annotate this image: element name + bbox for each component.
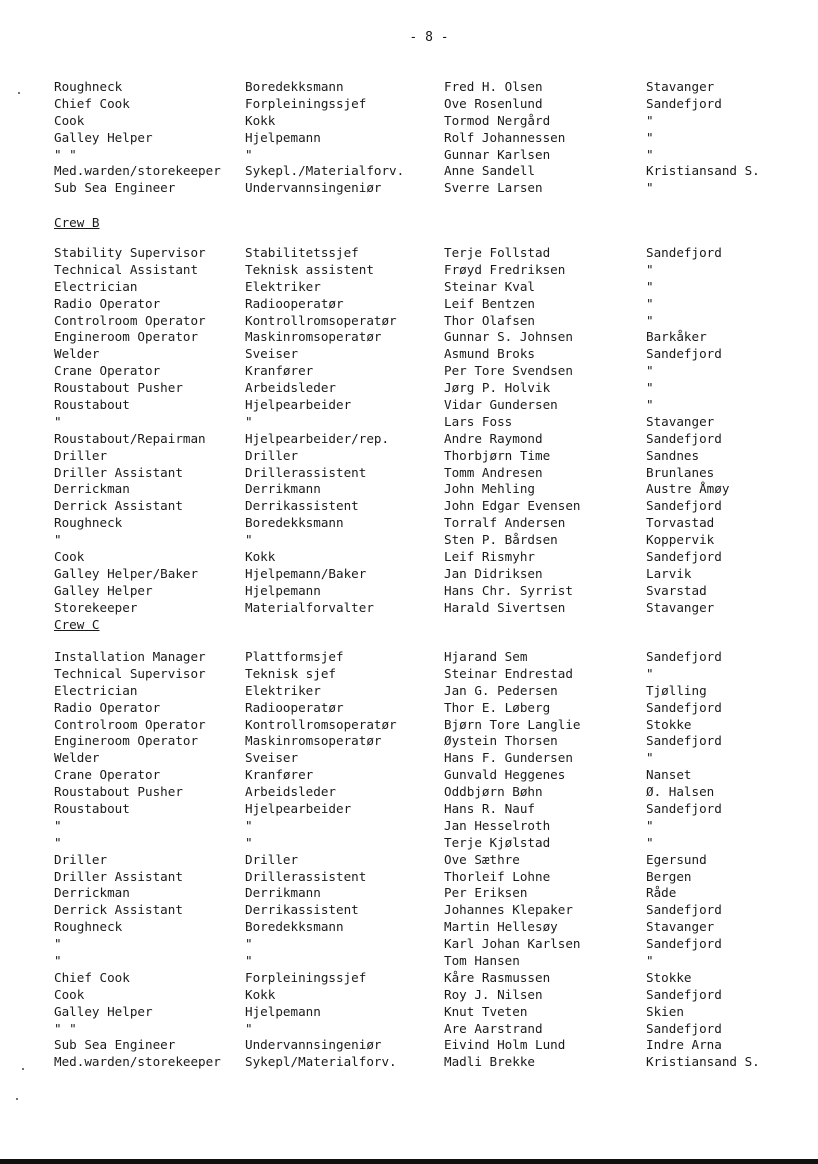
position-en: ": [54, 834, 62, 850]
position-no: Radiooperatør: [245, 295, 344, 311]
position-no: Drillerassistent: [245, 464, 367, 480]
table-row: [54, 497, 794, 514]
table-row: [54, 1053, 794, 1070]
person-name: Roy J. Nilsen: [444, 986, 543, 1002]
table-row: [54, 278, 794, 295]
home-town: ": [646, 363, 654, 379]
home-town: Sandefjord: [646, 549, 722, 565]
person-name: Sverre Larsen: [444, 180, 543, 196]
position-en: Driller: [54, 447, 108, 463]
position-en: ": [54, 953, 62, 969]
person-name: John Mehling: [444, 481, 535, 497]
position-en: Derrick Assistant: [54, 498, 183, 514]
position-no: Driller: [245, 447, 299, 463]
position-no: Kokk: [245, 112, 276, 128]
home-town: Sandefjord: [646, 1020, 722, 1036]
position-no: Kontrollromsoperatør: [245, 716, 397, 732]
table-row: [54, 749, 794, 766]
position-en: Radio Operator: [54, 295, 161, 311]
position-no: ": [245, 532, 253, 548]
table-row: [54, 682, 794, 699]
position-en: Chief Cook: [54, 969, 130, 985]
table-row: [54, 582, 794, 599]
table-row: [54, 179, 794, 196]
home-town: Sandefjord: [646, 346, 722, 362]
home-town: Brunlanes: [646, 464, 715, 480]
position-no: Derrikassistent: [245, 902, 359, 918]
position-no: Forpleiningssjef: [245, 95, 367, 111]
table-row: [54, 783, 794, 800]
person-name: Fred H. Olsen: [444, 79, 543, 94]
person-name: Are Aarstrand: [444, 1020, 543, 1036]
position-no: Hjelpearbeider: [245, 397, 352, 413]
table-row: [54, 362, 794, 379]
position-no: ": [245, 953, 253, 969]
home-town: Råde: [646, 885, 677, 901]
home-town: Sandefjord: [646, 733, 722, 749]
home-town: Bergen: [646, 868, 692, 884]
person-name: Tormod Nergård: [444, 112, 551, 128]
home-town: Kristiansand S.: [646, 163, 760, 179]
home-town: ": [646, 665, 654, 681]
table-row: [54, 146, 794, 163]
home-town: Sandefjord: [646, 699, 722, 715]
position-en: Installation Manager: [54, 649, 206, 664]
position-en: Welder: [54, 346, 100, 362]
position-no: Undervannsingeniør: [245, 1037, 382, 1053]
position-no: Stabilitetssjef: [245, 245, 359, 260]
home-town: ": [646, 146, 654, 162]
position-no: Hjelpearbeider/rep.: [245, 430, 390, 446]
home-town: Stavanger: [646, 919, 715, 935]
crew-a-table: [54, 78, 794, 196]
position-en: Engineroom Operator: [54, 329, 199, 345]
position-no: Kontrollromsoperatør: [245, 312, 397, 328]
position-en: Med.warden/storekeeper: [54, 163, 221, 179]
position-en: Controlroom Operator: [54, 312, 206, 328]
home-town: ": [646, 180, 654, 196]
position-en: Galley Helper: [54, 582, 153, 598]
person-name: Torralf Andersen: [444, 515, 566, 531]
position-en: Engineroom Operator: [54, 733, 199, 749]
table-row: [54, 935, 794, 952]
position-no: Maskinromsoperatør: [245, 329, 382, 345]
home-town: Sandefjord: [646, 245, 722, 260]
position-en: Sub Sea Engineer: [54, 180, 176, 196]
home-town: ": [646, 750, 654, 766]
scan-mark: [22, 1068, 24, 1070]
table-row: [54, 901, 794, 918]
home-town: ": [646, 295, 654, 311]
home-town: Sandefjord: [646, 430, 722, 446]
person-name: Gunnar S. Johnsen: [444, 329, 573, 345]
person-name: Jørg P. Holvik: [444, 380, 551, 396]
position-en: " ": [54, 1020, 77, 1036]
position-no: Sveiser: [245, 346, 299, 362]
position-no: Kranfører: [245, 767, 314, 783]
table-row: [54, 766, 794, 783]
position-no: Arbeidsleder: [245, 784, 336, 800]
table-row: [54, 1003, 794, 1020]
position-no: Elektriker: [245, 278, 321, 294]
table-row: [54, 112, 794, 129]
person-name: Martin Hellesøy: [444, 919, 558, 935]
position-no: Boredekksmann: [245, 919, 344, 935]
position-no: ": [245, 1020, 253, 1036]
person-name: Per Tore Svendsen: [444, 363, 573, 379]
home-town: Stavanger: [646, 413, 715, 429]
person-name: Tomm Andresen: [444, 464, 543, 480]
person-name: Øystein Thorsen: [444, 733, 558, 749]
home-town: Stokke: [646, 969, 692, 985]
person-name: Ove Rosenlund: [444, 95, 543, 111]
position-no: Hjelpemann/Baker: [245, 565, 367, 581]
position-en: ": [54, 817, 62, 833]
person-name: Andre Raymond: [444, 430, 543, 446]
home-town: Stokke: [646, 716, 692, 732]
position-en: " ": [54, 146, 77, 162]
table-row: [54, 665, 794, 682]
position-no: ": [245, 936, 253, 952]
position-no: ": [245, 817, 253, 833]
position-no: Boredekksmann: [245, 79, 344, 94]
person-name: Harald Sivertsen: [444, 599, 566, 615]
person-name: Jan Didriksen: [444, 565, 543, 581]
table-row: [54, 345, 794, 362]
table-row: [54, 918, 794, 935]
home-town: ": [646, 397, 654, 413]
page-number: - 8 -: [409, 30, 449, 45]
position-no: Boredekksmann: [245, 515, 344, 531]
position-en: Welder: [54, 750, 100, 766]
table-row: [54, 328, 794, 345]
table-row: [54, 716, 794, 733]
home-town: Sandefjord: [646, 986, 722, 1002]
person-name: Jan G. Pedersen: [444, 682, 558, 698]
home-town: ": [646, 261, 654, 277]
home-town: Koppervik: [646, 532, 715, 548]
home-town: Sandefjord: [646, 801, 722, 817]
table-row: [54, 732, 794, 749]
position-no: Arbeidsleder: [245, 380, 336, 396]
position-en: Roustabout: [54, 397, 130, 413]
position-en: Derrick Assistant: [54, 902, 183, 918]
position-en: Driller Assistant: [54, 868, 183, 884]
home-town: ": [646, 380, 654, 396]
person-name: Asmund Broks: [444, 346, 535, 362]
person-name: Steinar Endrestad: [444, 665, 573, 681]
person-name: Thorleif Lohne: [444, 868, 551, 884]
table-row: [54, 565, 794, 582]
table-row: [54, 430, 794, 447]
table-row: [54, 699, 794, 716]
position-en: Roustabout Pusher: [54, 380, 183, 396]
position-en: Roughneck: [54, 919, 123, 935]
home-town: Larvik: [646, 565, 692, 581]
position-en: Electrician: [54, 278, 138, 294]
position-en: Galley Helper: [54, 1003, 153, 1019]
position-no: Hjelpemann: [245, 129, 321, 145]
home-town: Austre Åmøy: [646, 481, 730, 497]
scan-edge: [0, 1159, 818, 1164]
table-row: [54, 884, 794, 901]
person-name: Jan Hesselroth: [444, 817, 551, 833]
home-town: Kristiansand S.: [646, 1054, 760, 1070]
person-name: Ove Sæthre: [444, 851, 520, 867]
position-no: Hjelpemann: [245, 582, 321, 598]
person-name: Lars Foss: [444, 413, 513, 429]
position-no: Elektriker: [245, 682, 321, 698]
position-no: Drillerassistent: [245, 868, 367, 884]
table-row: [54, 480, 794, 497]
home-town: ": [646, 817, 654, 833]
person-name: Madli Brekke: [444, 1054, 535, 1070]
table-row: [54, 986, 794, 1003]
home-town: Indre Arna: [646, 1037, 722, 1053]
position-en: Derrickman: [54, 885, 130, 901]
position-en: Electrician: [54, 682, 138, 698]
table-row: [54, 514, 794, 531]
position-no: Materialforvalter: [245, 599, 374, 615]
table-row: [54, 413, 794, 430]
home-town: Egersund: [646, 851, 707, 867]
person-name: Steinar Kval: [444, 278, 535, 294]
person-name: Hans F. Gundersen: [444, 750, 573, 766]
home-town: Sandefjord: [646, 936, 722, 952]
position-en: Driller Assistant: [54, 464, 183, 480]
table-row: [54, 95, 794, 112]
position-en: Stability Supervisor: [54, 245, 206, 260]
table-row: [54, 817, 794, 834]
person-name: Leif Rismyhr: [444, 549, 535, 565]
person-name: Gunnar Karlsen: [444, 146, 551, 162]
home-town: Stavanger: [646, 79, 715, 94]
position-no: Driller: [245, 851, 299, 867]
table-row: [54, 531, 794, 548]
table-row: [54, 295, 794, 312]
person-name: Bjørn Tore Langlie: [444, 716, 581, 732]
position-en: Cook: [54, 986, 85, 1002]
position-en: Cook: [54, 549, 85, 565]
person-name: Leif Bentzen: [444, 295, 535, 311]
home-town: ": [646, 129, 654, 145]
person-name: Oddbjørn Bøhn: [444, 784, 543, 800]
position-en: Technical Supervisor: [54, 665, 206, 681]
position-no: Plattformsjef: [245, 649, 344, 664]
table-row: [54, 261, 794, 278]
scan-mark: [16, 1098, 18, 1100]
position-en: Storekeeper: [54, 599, 138, 615]
table-row: [54, 379, 794, 396]
home-town: Sandefjord: [646, 649, 722, 664]
position-en: Roughneck: [54, 79, 123, 94]
position-en: Sub Sea Engineer: [54, 1037, 176, 1053]
home-town: ": [646, 312, 654, 328]
position-en: Roustabout Pusher: [54, 784, 183, 800]
person-name: Per Eriksen: [444, 885, 528, 901]
home-town: Torvastad: [646, 515, 715, 531]
position-en: Roustabout: [54, 801, 130, 817]
table-row: [54, 800, 794, 817]
person-name: Thorbjørn Time: [444, 447, 551, 463]
person-name: Hans Chr. Syrrist: [444, 582, 573, 598]
crew-c-heading: Crew C: [54, 617, 100, 632]
home-town: Skien: [646, 1003, 684, 1019]
home-town: Sandefjord: [646, 95, 722, 111]
home-town: Nanset: [646, 767, 692, 783]
position-en: Cook: [54, 112, 85, 128]
person-name: Karl Johan Karlsen: [444, 936, 581, 952]
table-row: [54, 162, 794, 179]
position-en: Technical Assistant: [54, 261, 199, 277]
position-no: Derrikmann: [245, 885, 321, 901]
table-row: [54, 447, 794, 464]
home-town: ": [646, 278, 654, 294]
home-town: Stavanger: [646, 599, 715, 615]
position-en: Galley Helper/Baker: [54, 565, 199, 581]
position-no: Sykepl./Materialforv.: [245, 163, 405, 179]
scan-mark: [18, 92, 20, 94]
home-town: Svarstad: [646, 582, 707, 598]
home-town: Sandefjord: [646, 498, 722, 514]
position-no: Maskinromsoperatør: [245, 733, 382, 749]
table-row: [54, 952, 794, 969]
position-en: Roustabout/Repairman: [54, 430, 206, 446]
table-row: [54, 599, 794, 616]
position-no: Radiooperatør: [245, 699, 344, 715]
table-row: [54, 464, 794, 481]
table-row: [54, 868, 794, 885]
person-name: Terje Follstad: [444, 245, 551, 260]
crew-c-table: [54, 648, 794, 1070]
person-name: Johannes Klepaker: [444, 902, 573, 918]
home-town: Barkåker: [646, 329, 707, 345]
table-row: [54, 244, 794, 261]
position-no: ": [245, 413, 253, 429]
position-en: Crane Operator: [54, 767, 161, 783]
person-name: Thor E. Løberg: [444, 699, 551, 715]
position-no: Hjelpemann: [245, 1003, 321, 1019]
position-en: Driller: [54, 851, 108, 867]
position-en: ": [54, 532, 62, 548]
table-row: [54, 312, 794, 329]
position-en: Radio Operator: [54, 699, 161, 715]
position-en: Controlroom Operator: [54, 716, 206, 732]
crew-b-heading: Crew B: [54, 215, 100, 230]
home-town: Ø. Halsen: [646, 784, 715, 800]
person-name: John Edgar Evensen: [444, 498, 581, 514]
table-row: [54, 1020, 794, 1037]
person-name: Eivind Holm Lund: [444, 1037, 566, 1053]
person-name: Knut Tveten: [444, 1003, 528, 1019]
table-row: [54, 648, 794, 665]
table-row: [54, 834, 794, 851]
table-row: [54, 1036, 794, 1053]
person-name: Terje Kjølstad: [444, 834, 551, 850]
position-en: Crane Operator: [54, 363, 161, 379]
position-no: Sykepl/Materialforv.: [245, 1054, 397, 1070]
home-town: Tjølling: [646, 682, 707, 698]
position-no: Kranfører: [245, 363, 314, 379]
home-town: Sandnes: [646, 447, 700, 463]
person-name: Sten P. Bårdsen: [444, 532, 558, 548]
crew-b-table: [54, 244, 794, 616]
position-no: Kokk: [245, 549, 276, 565]
person-name: Kåre Rasmussen: [444, 969, 551, 985]
home-town: ": [646, 953, 654, 969]
position-en: ": [54, 413, 62, 429]
table-row: [54, 78, 794, 95]
position-no: Hjelpearbeider: [245, 801, 352, 817]
position-en: ": [54, 936, 62, 952]
position-no: Derrikmann: [245, 481, 321, 497]
table-row: [54, 548, 794, 565]
home-town: ": [646, 112, 654, 128]
person-name: Vidar Gundersen: [444, 397, 558, 413]
home-town: Sandefjord: [646, 902, 722, 918]
person-name: Tom Hansen: [444, 953, 520, 969]
person-name: Rolf Johannessen: [444, 129, 566, 145]
table-row: [54, 851, 794, 868]
person-name: Thor Olafsen: [444, 312, 535, 328]
person-name: Hjarand Sem: [444, 649, 528, 664]
table-row: [54, 396, 794, 413]
position-en: Roughneck: [54, 515, 123, 531]
person-name: Gunvald Heggenes: [444, 767, 566, 783]
table-row: [54, 129, 794, 146]
person-name: Anne Sandell: [444, 163, 535, 179]
position-no: Kokk: [245, 986, 276, 1002]
position-no: Teknisk sjef: [245, 665, 336, 681]
position-no: ": [245, 834, 253, 850]
position-no: ": [245, 146, 253, 162]
position-en: Chief Cook: [54, 95, 130, 111]
position-en: Med.warden/storekeeper: [54, 1054, 221, 1070]
table-row: [54, 969, 794, 986]
position-no: Sveiser: [245, 750, 299, 766]
position-no: Derrikassistent: [245, 498, 359, 514]
position-en: Derrickman: [54, 481, 130, 497]
position-no: Undervannsingeniør: [245, 180, 382, 196]
person-name: Frøyd Fredriksen: [444, 261, 566, 277]
position-en: Galley Helper: [54, 129, 153, 145]
home-town: ": [646, 834, 654, 850]
position-no: Forpleiningssjef: [245, 969, 367, 985]
position-no: Teknisk assistent: [245, 261, 374, 277]
person-name: Hans R. Nauf: [444, 801, 535, 817]
